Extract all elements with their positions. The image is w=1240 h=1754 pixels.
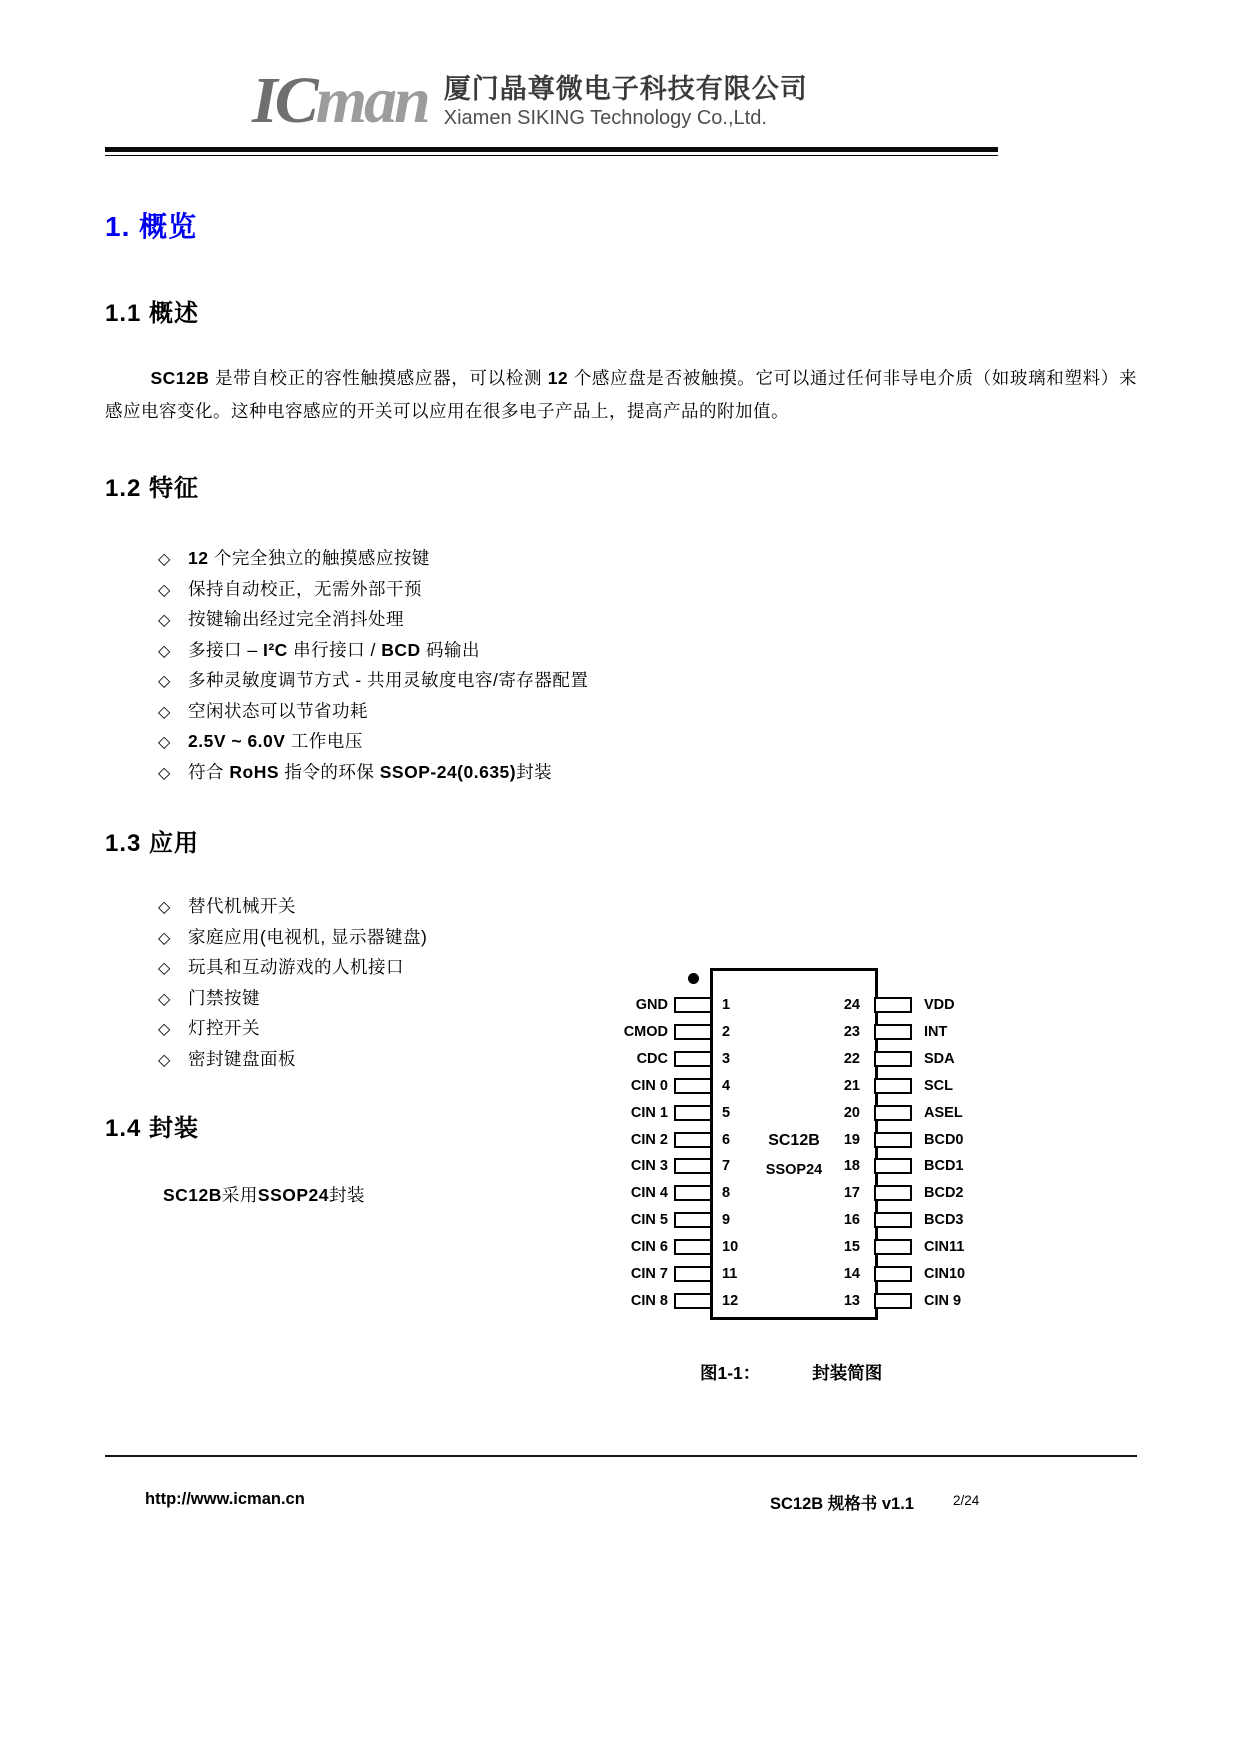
pin-number: 14 xyxy=(843,1266,860,1282)
right-pin-row xyxy=(618,1266,1058,1282)
list-item-label: 2.5V ~ 6.0V 工作电压 xyxy=(188,731,363,751)
pin-lead-box xyxy=(874,1158,912,1174)
pin-lead-box xyxy=(874,1132,912,1148)
pin-number: 5 xyxy=(722,1105,731,1121)
pin-number: 10 xyxy=(722,1239,739,1255)
list-item-label: 门禁按键 xyxy=(188,987,260,1008)
chip-name-label: SC12B xyxy=(768,1132,820,1149)
pin-number: 13 xyxy=(843,1293,860,1309)
pin-number: 18 xyxy=(843,1158,860,1174)
pin-number: 1 xyxy=(722,997,731,1013)
pin-lead-box xyxy=(874,1105,912,1121)
pin-label: CIN11 xyxy=(924,1239,965,1255)
pin-number: 12 xyxy=(722,1293,739,1309)
pin-label: BCD0 xyxy=(924,1132,964,1148)
right-pin-row xyxy=(618,1078,1058,1094)
pin-label: CIN 7 xyxy=(630,1266,668,1282)
diamond-bullet-icon: ◇ xyxy=(158,1051,171,1069)
diamond-bullet-icon: ◇ xyxy=(158,673,171,690)
pin-label: VDD xyxy=(924,997,955,1013)
pin-lead-box xyxy=(874,1024,912,1040)
list-item xyxy=(158,606,588,637)
list-item xyxy=(158,759,588,790)
package-note: SC12B采用SSOP24封装 xyxy=(163,1185,366,1205)
pin-label: CIN 9 xyxy=(924,1293,962,1309)
list-item-label: 多接口 – I²C 串行接口 / BCD 码输出 xyxy=(188,639,481,660)
pin-number: 19 xyxy=(843,1132,860,1148)
list-item-label: 12 个完全独立的触摸感应按键 xyxy=(188,548,430,568)
right-pin-row xyxy=(618,1293,1058,1309)
list-item-label: 多种灵敏度调节方式 - 共用灵敏度电容/寄存器配置 xyxy=(188,670,589,690)
pin-label: CIN 2 xyxy=(630,1132,668,1148)
pin-number: 11 xyxy=(722,1266,738,1282)
right-pin-row xyxy=(618,1105,1058,1121)
company-name-en: Xiamen SIKING Technology Co.,Ltd. xyxy=(443,107,767,129)
list-item xyxy=(158,637,588,668)
pin-number: 9 xyxy=(722,1212,731,1228)
chip-package-label: SSOP24 xyxy=(765,1162,823,1178)
figure-caption-text: 封装简图 xyxy=(812,1363,883,1383)
pin-label: GND xyxy=(635,997,668,1013)
right-pin-row xyxy=(618,1239,1058,1255)
right-pin-row xyxy=(618,1051,1058,1067)
footer-doc-title: SC12B 规格书 v1.1 xyxy=(770,1495,914,1513)
pin-lead-box xyxy=(874,1051,912,1067)
diamond-bullet-icon: ◇ xyxy=(158,642,171,660)
application-list xyxy=(158,893,427,1076)
footer-divider xyxy=(105,1455,1137,1457)
figure-caption-label: 图1-1： xyxy=(700,1363,761,1383)
right-pin-row xyxy=(618,1158,1058,1174)
right-pin-row xyxy=(618,1024,1058,1040)
pin-label: SDA xyxy=(924,1051,955,1067)
pin-label: CIN 3 xyxy=(630,1158,668,1174)
list-item-label: 家庭应用(电视机, 显示器键盘) xyxy=(188,926,428,947)
footer-page-number: 2/24 xyxy=(953,1493,980,1508)
diamond-bullet-icon: ◇ xyxy=(158,1021,171,1038)
pin-lead-box xyxy=(874,997,912,1013)
pin-label: BCD3 xyxy=(924,1212,964,1228)
pin-lead-box xyxy=(874,1078,912,1094)
list-item xyxy=(158,545,588,576)
right-pin-row xyxy=(618,997,1058,1013)
pin-label: CIN10 xyxy=(924,1266,966,1282)
list-item xyxy=(158,893,427,924)
pin-label: ASEL xyxy=(924,1105,963,1121)
list-item xyxy=(158,954,427,985)
list-item-label: 按键输出经过完全消抖处理 xyxy=(188,609,404,629)
list-item-label: 灯控开关 xyxy=(188,1018,260,1038)
list-item xyxy=(158,728,588,759)
pin-lead-box xyxy=(874,1239,912,1255)
figure-caption xyxy=(700,1360,882,1385)
pin-number: 8 xyxy=(722,1185,731,1201)
list-item xyxy=(158,576,588,607)
list-item-label: 符合 RoHS 指令的环保 SSOP-24(0.635)封装 xyxy=(188,761,553,782)
right-pin-row xyxy=(618,1212,1058,1228)
footer-url-link[interactable]: http://www.icman.cn xyxy=(145,1490,305,1508)
pin-label: BCD2 xyxy=(924,1185,964,1201)
pin1-marker-dot xyxy=(688,973,699,984)
right-pin-row xyxy=(618,1132,1058,1148)
section-1-title: 1. 概览 xyxy=(105,211,198,242)
list-item-label: 替代机械开关 xyxy=(188,896,296,916)
pin-label: CIN 6 xyxy=(630,1239,668,1255)
company-name-cn: 厦门晶尊微电子科技有限公司 xyxy=(443,74,808,104)
diamond-bullet-icon: ◇ xyxy=(158,960,171,977)
diamond-bullet-icon: ◇ xyxy=(158,703,171,721)
pin-number: 24 xyxy=(843,997,860,1013)
pin-lead-box xyxy=(874,1212,912,1228)
feature-list xyxy=(158,545,588,789)
pin-label: CIN 5 xyxy=(630,1212,668,1228)
list-item xyxy=(158,924,427,955)
header-divider xyxy=(105,147,998,156)
diamond-bullet-icon: ◇ xyxy=(158,929,171,947)
pin-number: 16 xyxy=(843,1212,860,1228)
icman-logo xyxy=(252,66,428,136)
pin-number: 20 xyxy=(843,1105,860,1121)
diamond-bullet-icon: ◇ xyxy=(158,764,171,782)
summary-paragraph: SC12B 是带自校正的容性触摸感应器，可以检测 12 个感应盘是否被触摸。它可以通过任何非导电介质（如玻璃和塑料）来感应电容变化。这种电容感应的开关可以应用在很多电子产品上，提高产品的附加值。 xyxy=(105,368,1137,421)
pin-number: 15 xyxy=(843,1239,860,1255)
section-1-3-title: 1.3 应用 xyxy=(105,830,200,857)
diamond-bullet-icon: ◇ xyxy=(158,581,171,599)
pin-lead-box xyxy=(874,1293,912,1309)
diamond-bullet-icon: ◇ xyxy=(158,612,171,629)
header xyxy=(252,66,808,136)
package-diagram xyxy=(618,956,1058,1406)
right-pin-row xyxy=(618,1185,1058,1201)
list-item-label: 保持自动校正，无需外部干预 xyxy=(188,578,422,599)
pin-label: INT xyxy=(924,1024,948,1040)
pin-number: 4 xyxy=(722,1078,731,1094)
pin-number: 7 xyxy=(722,1158,731,1174)
list-item xyxy=(158,1046,427,1077)
pin-number: 6 xyxy=(722,1132,731,1148)
pin-label: CIN 4 xyxy=(630,1185,668,1201)
pin-label: CDC xyxy=(636,1051,668,1067)
diamond-bullet-icon: ◇ xyxy=(158,551,171,568)
pin-label: CIN 8 xyxy=(630,1293,668,1309)
logo-man-text: man xyxy=(315,64,428,137)
list-item xyxy=(158,698,588,729)
pin-label: BCD1 xyxy=(924,1158,964,1174)
list-item-label: 密封键盘面板 xyxy=(188,1048,296,1069)
list-item xyxy=(158,667,588,698)
pin-label: SCL xyxy=(924,1078,953,1094)
list-item-label: 空闲状态可以节省功耗 xyxy=(188,700,368,721)
pin-number: 23 xyxy=(843,1024,860,1040)
pin-label: CIN 1 xyxy=(630,1105,668,1121)
pin-number: 21 xyxy=(843,1078,860,1094)
pin-number: 22 xyxy=(843,1051,860,1067)
list-item xyxy=(158,985,427,1016)
logo-ic-text: IC xyxy=(252,64,316,137)
pin-number: 17 xyxy=(843,1185,860,1201)
pin-label: CMOD xyxy=(623,1024,668,1040)
diamond-bullet-icon: ◇ xyxy=(158,899,171,916)
list-item xyxy=(158,1015,427,1046)
footer xyxy=(105,1490,1137,1514)
diamond-bullet-icon: ◇ xyxy=(158,990,171,1008)
company-block xyxy=(444,73,808,132)
section-1-4-title: 1.4 封装 xyxy=(105,1115,200,1142)
pin-lead-box xyxy=(874,1266,912,1282)
pin-number: 3 xyxy=(722,1051,731,1067)
section-1-2-title: 1.2 特征 xyxy=(105,475,200,502)
section-1-1-title: 1.1 概述 xyxy=(105,300,200,327)
pin-label: CIN 0 xyxy=(630,1078,668,1094)
diamond-bullet-icon: ◇ xyxy=(158,734,171,751)
pin-number: 2 xyxy=(722,1024,731,1040)
pin-lead-box xyxy=(874,1185,912,1201)
list-item-label: 玩具和互动游戏的人机接口 xyxy=(188,957,404,977)
